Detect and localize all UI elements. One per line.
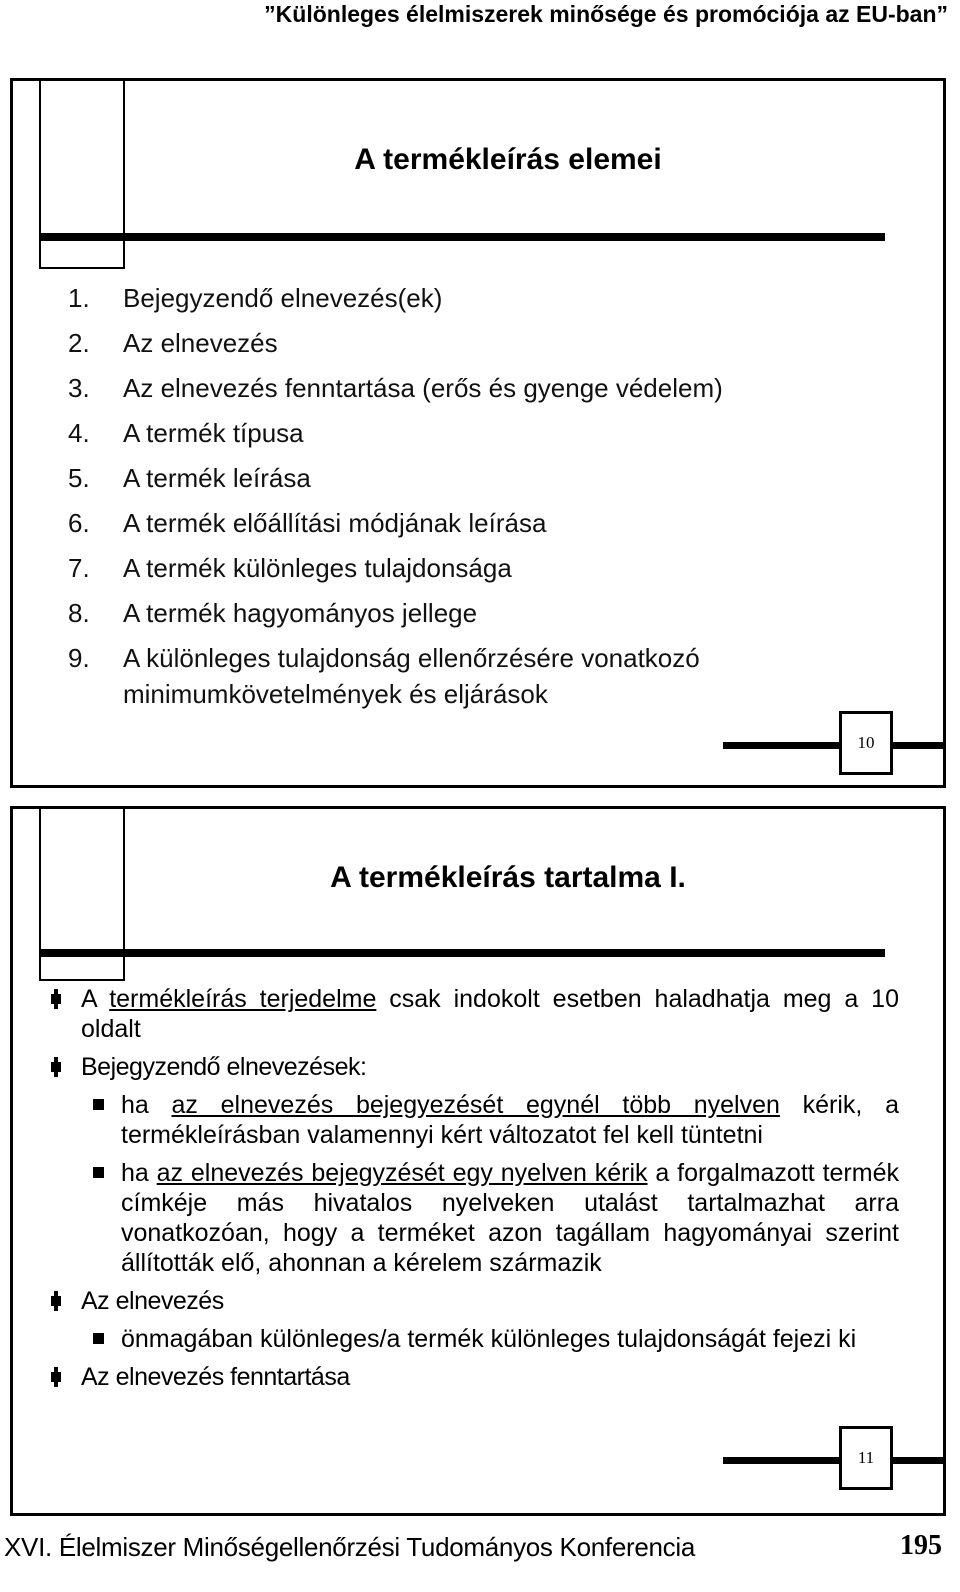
sub-list-item: ha az elnevezés bejegyzését egy nyelven kérik a forgalmazott termék címkéje más hivatalos nyelveken utalást tartalmazhat arra vonatkozóan, hogy a terméket azon tagállam hagyományai szerint állították elő, ahonnan a kérelem származik [43, 1158, 899, 1278]
slide-page-number: 11 [839, 1426, 893, 1490]
square-bullet-icon [93, 1167, 104, 1178]
slide-title: A termékleírás tartalma I. [330, 861, 686, 894]
list-item: 8. A termék hagyományos jellege [68, 598, 478, 628]
running-header: ”Különleges élelmiszerek minősége és promóciója az EU-ban” [264, 1, 948, 27]
list-item: Bejegyzendő elnevezések: [43, 1052, 899, 1082]
square-bullet-icon [93, 1099, 104, 1110]
slide-product-spec-content [10, 806, 946, 1516]
bullet-list [43, 984, 899, 1400]
list-item: 6. A termék előállítási módjának leírása [68, 508, 547, 538]
bullet-icon [49, 1060, 63, 1074]
sub-list-item: önmagában különleges/a termék különleges tulajdonságát fejezi ki [43, 1324, 899, 1354]
list-item: 9. A különleges tulajdonság ellenőrzésére vonatkozó minimumkövetelmények és eljárások [68, 643, 700, 709]
list-item: 7. A termék különleges tulajdonsága [68, 553, 512, 583]
page-number-rule [723, 742, 943, 749]
bullet-icon [49, 1370, 63, 1384]
title-underline-bar [39, 233, 885, 241]
list-item: 3. Az elnevezés fenntartása (erős és gyenge védelem) [68, 373, 723, 403]
list-item: 5. A termék leírása [68, 463, 311, 493]
list-item: 4. A termék típusa [68, 418, 304, 448]
conference-name: XVI. Élelmiszer Minőségellenőrzési Tudományos Konferencia [4, 1532, 696, 1562]
title-underline-bar [39, 949, 885, 957]
bullet-icon [49, 992, 63, 1006]
square-bullet-icon [93, 1333, 104, 1344]
slide-title: A termékleírás elemei [354, 143, 662, 176]
list-item: A termékleírás terjedelme csak indokolt esetben haladhatja meg a 10 oldalt [43, 984, 899, 1044]
page-number: 195 [900, 1530, 942, 1561]
page-number-rule [723, 1457, 943, 1464]
bullet-icon [49, 1294, 63, 1308]
slide-page-number: 10 [839, 711, 893, 775]
page-footer [0, 1532, 960, 1572]
numbered-list [68, 276, 908, 717]
list-item: 2. Az elnevezés [68, 328, 278, 358]
slide-product-spec-elements [10, 78, 946, 788]
sub-list-item: ha az elnevezés bejegyezését egynél több nyelven kérik, a termékleírásban valamennyi kért változatot fel kell tüntetni [43, 1090, 899, 1150]
list-item: Az elnevezés [43, 1286, 899, 1316]
list-item: 1. Bejegyzendő elnevezés(ek) [68, 283, 443, 313]
list-item: Az elnevezés fenntartása [43, 1362, 899, 1392]
